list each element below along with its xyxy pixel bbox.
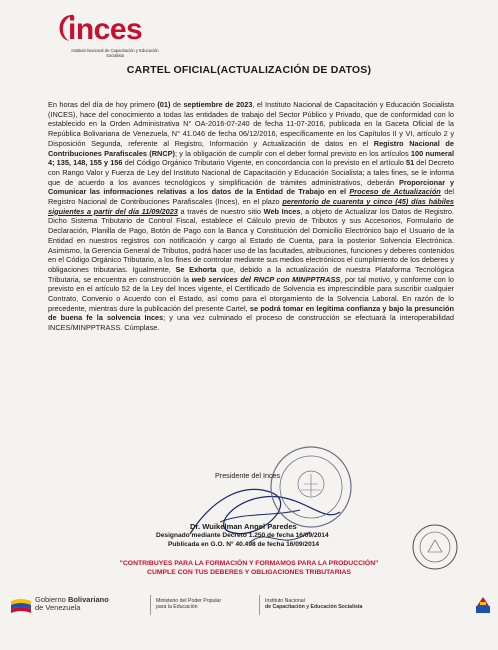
slogan-line-1: "CONTRIBUYES PARA LA FORMACIÓN Y FORMAMOS PARA LA PRODUCCIÓN"	[119, 560, 379, 567]
inces-logo	[56, 12, 166, 62]
venezuela-flag-icon	[10, 597, 32, 613]
footer	[10, 594, 490, 618]
body-text: , el Instituto Nacional de Capacitación y Educación Socialista (INCES), hace del conocimiento a todas las entidades de trabajo del Sector Público y Privado, que de conformidad con lo establecido en la Orden Administrativa N° OA-2016-07-240 de fecha 11-07-2016, publicada en la Gaceta Oficial de la República Bolivariana de Venezuela, N° 41.046 de fecha 06/12/2016, específicamente en los Capítulos II y VI, artículo 2 y Disposición Segunda, referente al Registro, Información y Actualización de datos en el	[48, 100, 454, 148]
body-text: , por tal motivo, y conforme con lo previsto en el artículo 52 de la Ley del Inces vigente, el Certificado de Solvencia es imprescindible para suscribir cualquier Contrato, Convenio o Acuerdo con el Estado, así como para el otorgamiento de la Solvencia Laboral. En razón de lo precedente, mientras dure la publicación del presente Cartel,	[48, 274, 454, 313]
notice-body	[48, 100, 454, 333]
body-bold-articles: 100 numeral 4; 135, 148, 155 y 156	[48, 148, 454, 168]
body-text: a través de nuestro sitio	[177, 206, 264, 216]
footer-divider	[150, 595, 151, 615]
notice-title: CARTEL OFICIAL(ACTUALIZACIÓN DE DATOS)	[126, 64, 372, 76]
body-bold-rncp: Registro Nacional de Contribuciones Parafiscales (RNCP)	[48, 138, 454, 158]
body-bold-web: Web Inces	[263, 206, 301, 216]
body-text: En horas del día de hoy primero	[48, 100, 158, 109]
body-process-name: Proceso de Actualización	[349, 187, 441, 197]
institute-line-1: Instituto Nacional	[265, 598, 305, 604]
body-text: de	[170, 100, 184, 109]
body-text: , a objeto de Actualizar los Datos de Registro. Dicho Sistema Tributario de Control Fiscal, establece el Cálculo previo de Tributos y sus Accesorios, Formulario de Declaración, Planilla de Pago, Botón de Pago con la Banca y Constitución del Domicilio Electrónico bajo el Usuario de la Entidad en nuestros registros con notificación y cargo al Estado de Cuenta, para la posterior Solvencia Electrónica. Asimismo, la Gerencia General de Tributos, podrá hacer uso de las facultades, atribuciones, funciones y deberes contenidos en el Código Orgánico Tributario, a los fines de controlar mediante sus medios electrónicos el cumplimiento de los deberes y obligaciones tributarias. Igualmente,	[48, 206, 454, 274]
gob-text-b: Bolivariano	[67, 595, 109, 604]
gob-text-line2: de Venezuela	[35, 603, 81, 612]
slogan	[0, 560, 498, 577]
signatory-publication: Publicada en G.O. N° 40.498 de fecha 16/09/2014	[168, 541, 320, 548]
body-text: que, debido a la actualización de nuestra Plataforma Tecnológica Tributaria, se encuentra en construcción la	[48, 264, 454, 284]
body-text: del Código Orgánico Tributario Vigente, en concordancia con lo previsto en el artículo	[122, 158, 406, 168]
body-text: del Decreto con Rango Valor y Fuerza de Ley del Instituto Nacional de Capacitación y Educación Socialista; a tales fines, se le informa que de acuerdo a los avances tecnológicos y simplificación de trámites administrativos, deberán	[48, 158, 454, 187]
patria-logo-icon	[474, 594, 492, 616]
ministry-line-1: Ministerio del Poder Popular	[156, 598, 222, 604]
body-bold-instruction: Proporcionar y Comunicar las informaciones relativas a los datos de la Entidad de Trabajo en el	[48, 177, 454, 197]
logo-subtitle: Instituto Nacional de Capacitación y Educación Socialista	[71, 48, 159, 59]
government-name	[35, 596, 109, 612]
signatory-decree: Designado mediante Decreto 1.250 de fecha 16/09/2014	[156, 532, 329, 539]
body-bold: (01)	[157, 100, 171, 109]
body-text: ; y una vez culminado el proceso de construcción se efectuará la interoperabilidad INCES/MINPPTRASS. Cúmplase.	[48, 313, 454, 333]
body-text: del Registro Nacional de Contribuciones Parafiscales (Inces), en el plazo	[48, 187, 454, 207]
institute-line-2: de Capacitación y Educación Socialista	[265, 604, 363, 611]
signature-label: Presidente del Inces	[215, 471, 281, 480]
gob-text-a: Gobierno	[35, 595, 68, 604]
body-bold-confidence: se podrá tomar en legítima confianza y bajo la presunción de buena fe la solvencia Inces	[48, 303, 454, 323]
footer-divider	[259, 595, 260, 615]
body-bold-date: septiembre de 2023	[183, 100, 253, 109]
ministry-name	[156, 598, 221, 610]
signatory-name: Dr. Wuikelman Angel Paredes	[190, 522, 297, 531]
body-bold-article: 51	[405, 158, 415, 168]
ministry-line-2: para la Educación	[156, 604, 198, 611]
official-seal-icon	[268, 444, 354, 530]
body-web-services: web services del RNCP con MINPPTRASS	[191, 274, 341, 284]
body-bold-exhorta: Se Exhorta	[175, 264, 217, 274]
body-deadline: perentorio de cuarenta y cinco (45) días hábiles siguientes a partir del día 11/09/2023	[48, 197, 454, 216]
slogan-line-2: CUMPLE CON TUS DEBERES Y OBLIGACIONES TRIBUTARIAS	[147, 568, 351, 576]
logo-wordmark: inces	[68, 13, 143, 46]
body-text: ; y la obligación de cumplir con el deber formal previsto en los artículos	[174, 148, 411, 158]
institute-name	[265, 598, 362, 610]
